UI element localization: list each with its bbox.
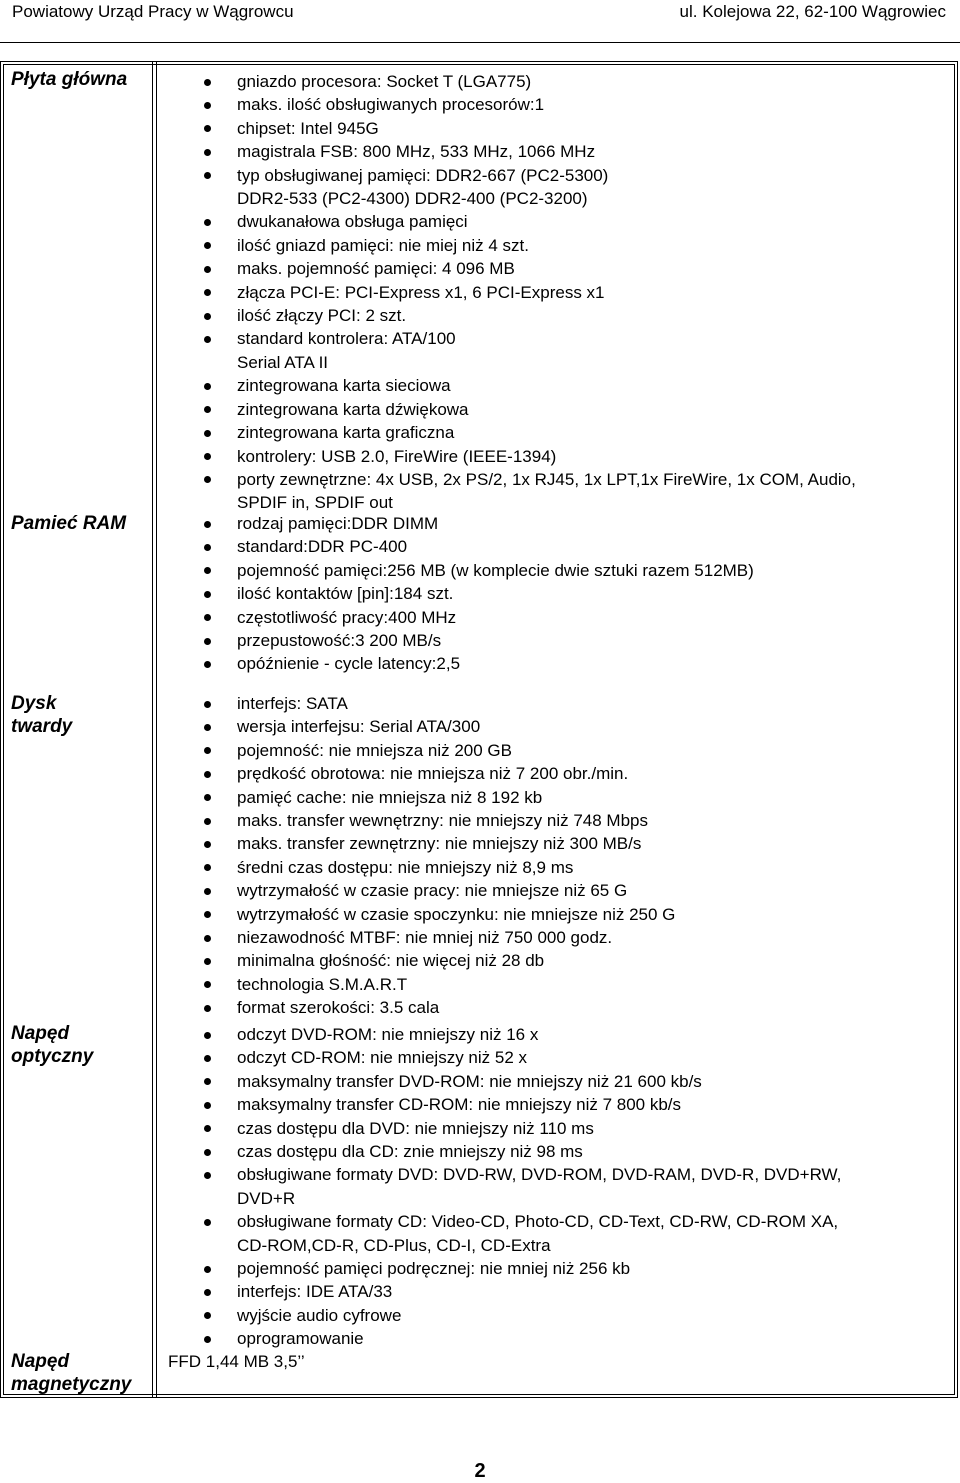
spec-item-text: złącza PCI-E: PCI-Express x1, 6 PCI-Express x1 <box>237 282 605 302</box>
ram-spec-list <box>172 512 942 676</box>
spec-item-text: przepustowość:3 200 MB/s <box>237 631 442 651</box>
spec-item-text: ilość złączy PCI: 2 szt. <box>237 306 407 326</box>
bullet-icon <box>204 661 211 668</box>
label-floppy <box>11 1350 151 1397</box>
spec-item <box>172 327 942 350</box>
spec-item-text: prędkość obrotowa: nie mniejsza niż 7 200 obr./min. <box>237 764 629 784</box>
spec-item <box>172 856 942 879</box>
spec-item <box>172 996 942 1019</box>
spec-item <box>172 398 942 421</box>
spec-item-text: odczyt DVD-ROM: nie mniejszy niż 16 x <box>237 1025 539 1044</box>
bullet-icon <box>204 1149 211 1156</box>
bullet-icon <box>204 1219 211 1226</box>
bullet-icon <box>204 1032 211 1039</box>
spec-item-text: typ obsługiwanej pamięci: DDR2-667 (PC2-5300) <box>237 165 609 185</box>
spec-item <box>172 468 942 491</box>
spec-item-text: maksymalny transfer CD-ROM: nie mniejszy niż 7 800 kb/s <box>237 1095 682 1115</box>
bullet-icon <box>204 911 211 918</box>
spec-item-text: standard:DDR PC-400 <box>237 537 408 557</box>
bullet-icon <box>204 383 211 390</box>
spec-item-text: maks. pojemność pamięci: 4 096 MB <box>237 259 515 279</box>
spec-item <box>172 281 942 304</box>
bullet-icon <box>204 125 211 132</box>
office-address: ul. Kolejowa 22, 62-100 Wągrowiec <box>679 2 946 21</box>
bullet-icon <box>204 476 211 483</box>
spec-item-text: magistrala FSB: 800 MHz, 533 MHz, 1066 MHz <box>237 142 596 162</box>
spec-item-text: obsługiwane formaty DVD: DVD-RW, DVD-ROM, DVD-RAM, DVD-R, DVD+RW, <box>237 1165 842 1185</box>
spec-item-text: format szerokości: 3.5 cala <box>237 998 440 1018</box>
spec-item-text: chipset: Intel 945G <box>237 118 379 138</box>
bullet-icon <box>204 172 211 179</box>
spec-item <box>172 762 942 785</box>
spec-item-text: interfejs: IDE ATA/33 <box>237 1282 393 1302</box>
label-ram: Pamieć RAM <box>11 513 127 534</box>
bullet-icon <box>204 888 211 895</box>
bullet-icon <box>204 1312 211 1319</box>
bullet-icon <box>204 242 211 249</box>
spec-item <box>172 692 942 715</box>
spec-item <box>172 140 942 163</box>
spec-item <box>172 1304 942 1327</box>
spec-item-text: wyjście audio cyfrowe <box>237 1305 402 1325</box>
spec-item <box>172 210 942 233</box>
spec-item <box>172 1093 942 1116</box>
bullet-icon <box>204 219 211 226</box>
spec-item-text: częstotliwość pracy:400 MHz <box>237 607 457 627</box>
bullet-icon <box>204 336 211 343</box>
label-motherboard: Płyta główna <box>11 69 128 90</box>
spec-item <box>172 421 942 444</box>
spec-item <box>172 903 942 926</box>
spec-item-text: wytrzymałość w czasie spoczynku: nie mniejsze niż 250 G <box>237 904 676 924</box>
bullet-icon <box>204 313 211 320</box>
spec-item-text: czas dostępu dla DVD: nie mniejszy niż 110 ms <box>237 1118 594 1138</box>
spec-item <box>172 93 942 116</box>
spec-item <box>172 809 942 832</box>
spec-item <box>172 512 942 535</box>
bullet-icon <box>204 406 211 413</box>
spec-item-text: oprogramowanie <box>237 1329 364 1349</box>
spec-item <box>172 1117 942 1140</box>
spec-item-text: wersja interfejsu: Serial ATA/300 <box>237 717 481 737</box>
spec-item-text: minimalna głośność: nie więcej niż 28 db <box>237 951 545 971</box>
bullet-icon <box>204 544 211 551</box>
spec-item-text: gniazdo procesora: Socket T (LGA775) <box>237 72 532 91</box>
bullet-icon <box>204 818 211 825</box>
spec-item-text: DDR2-533 (PC2-4300) DDR2-400 (PC2-3200) <box>237 189 588 209</box>
bullet-icon <box>204 1005 211 1012</box>
spec-item <box>172 164 942 187</box>
bullet-icon <box>204 1078 211 1085</box>
page-number: 2 <box>474 1460 486 1482</box>
bullet-icon <box>204 266 211 273</box>
bullet-icon <box>204 102 211 109</box>
bullet-icon <box>204 747 211 754</box>
spec-item-text: obsługiwane formaty CD: Video-CD, Photo-CD, CD-Text, CD-RW, CD-ROM XA, <box>237 1212 839 1232</box>
label-optical-line1: Napęd <box>11 1023 70 1044</box>
office-name: Powiatowy Urząd Pracy w Wągrowcu <box>12 2 294 21</box>
spec-item <box>172 117 942 140</box>
spec-item <box>172 629 942 652</box>
bullet-icon <box>204 521 211 528</box>
spec-item <box>172 973 942 996</box>
label-hdd-line1: Dysk <box>11 693 57 714</box>
bullet-icon <box>204 1055 211 1062</box>
spec-item-text: DVD+R <box>237 1188 296 1208</box>
label-hdd <box>11 692 151 739</box>
hdd-spec-list <box>172 692 942 1020</box>
bullet-icon <box>204 1102 211 1109</box>
spec-item <box>172 739 942 762</box>
spec-item-text: zintegrowana karta sieciowa <box>237 376 451 396</box>
bullet-icon <box>204 841 211 848</box>
spec-item <box>172 1023 942 1046</box>
spec-item <box>172 786 942 809</box>
spec-item-text: maksymalny transfer DVD-ROM: nie mniejszy niż 21 600 kb/s <box>237 1071 702 1091</box>
bullet-icon <box>204 1266 211 1273</box>
bullet-icon <box>204 453 211 460</box>
spec-item-text: kontrolery: USB 2.0, FireWire (IEEE-1394) <box>237 446 557 466</box>
spec-item <box>172 926 942 949</box>
bullet-icon <box>204 79 211 86</box>
spec-item-text: czas dostępu dla CD: znie mniejszy niż 98 ms <box>237 1142 583 1162</box>
bullet-icon <box>204 794 211 801</box>
bullet-icon <box>204 614 211 621</box>
spec-item <box>172 879 942 902</box>
spec-item <box>172 187 942 210</box>
bullet-icon <box>204 701 211 708</box>
bullet-icon <box>204 638 211 645</box>
spec-item-text: Serial ATA II <box>237 352 329 372</box>
bullet-icon <box>204 958 211 965</box>
spec-item-text: maks. transfer zewnętrzny: nie mniejszy niż 300 MB/s <box>237 834 642 854</box>
spec-item <box>172 949 942 972</box>
spec-item <box>172 257 942 280</box>
spec-item-text: technologia S.M.A.R.T <box>237 974 408 994</box>
spec-item <box>172 1234 942 1257</box>
spec-item <box>172 535 942 558</box>
bullet-icon <box>204 1289 211 1296</box>
spec-item-text: odczyt CD-ROM: nie mniejszy niż 52 x <box>237 1048 528 1068</box>
bullet-icon <box>204 771 211 778</box>
spec-item-text: maks. ilość obsługiwanych procesorów:1 <box>237 95 545 115</box>
spec-item-text: porty zewnętrzne: 4x USB, 2x PS/2, 1x RJ45, 1x LPT,1x FireWire, 1x COM, Audio, <box>237 469 856 489</box>
spec-item-text: rodzaj pamięci:DDR DIMM <box>237 514 439 533</box>
spec-item <box>172 351 942 374</box>
spec-item <box>172 1280 942 1303</box>
bullet-icon <box>204 935 211 942</box>
spec-item-text: pojemność pamięci:256 MB (w komplecie dwie sztuki razem 512MB) <box>237 560 754 580</box>
bullet-icon <box>204 567 211 574</box>
spec-item-text: ilość kontaktów [pin]:184 szt. <box>237 584 454 604</box>
spec-item <box>172 606 942 629</box>
spec-item <box>172 1257 942 1280</box>
bullet-icon <box>204 289 211 296</box>
bullet-icon <box>204 864 211 871</box>
spec-item <box>172 1187 942 1210</box>
column-divider-inner <box>156 61 157 1398</box>
bullet-icon <box>204 591 211 598</box>
label-floppy-line2: magnetyczny <box>11 1374 132 1396</box>
bullet-icon <box>204 430 211 437</box>
spec-item <box>172 1163 942 1186</box>
header-rule <box>0 42 960 43</box>
spec-item <box>172 445 942 468</box>
spec-item <box>172 582 942 605</box>
spec-item-text: standard kontrolera: ATA/100 <box>237 329 456 349</box>
spec-item <box>172 374 942 397</box>
spec-item-text: dwukanałowa obsługa pamięci <box>237 212 468 232</box>
spec-item <box>172 559 942 582</box>
bullet-icon <box>204 981 211 988</box>
spec-item-text: średni czas dostępu: nie mniejszy niż 8,9 ms <box>237 857 574 877</box>
page-header <box>0 0 960 44</box>
spec-item <box>172 832 942 855</box>
spec-item <box>172 1210 942 1233</box>
spec-item-text: pojemność pamięci podręcznej: nie mniej niż 256 kb <box>237 1259 631 1279</box>
spec-item <box>172 715 942 738</box>
bullet-icon <box>204 724 211 731</box>
spec-item <box>172 304 942 327</box>
floppy-value: FFD 1,44 MB 3,5’’ <box>168 1352 305 1371</box>
motherboard-spec-list <box>172 70 942 515</box>
spec-item <box>172 652 942 675</box>
spec-item <box>172 1070 942 1093</box>
label-floppy-line1: Napęd <box>11 1351 70 1372</box>
spec-item-text: pojemność: nie mniejsza niż 200 GB <box>237 740 512 760</box>
label-optical-line2: optyczny <box>11 1046 94 1068</box>
spec-item <box>172 1327 942 1350</box>
spec-item <box>172 1046 942 1069</box>
optical-spec-list <box>172 1023 942 1351</box>
bullet-icon <box>204 1336 211 1343</box>
bullet-icon <box>204 1172 211 1179</box>
spec-item-text: wytrzymałość w czasie pracy: nie mniejsze niż 65 G <box>237 881 628 901</box>
spec-item-text: niezawodność MTBF: nie mniej niż 750 000 godz. <box>237 928 613 948</box>
spec-item <box>172 70 942 93</box>
bullet-icon <box>204 149 211 156</box>
spec-item-text: CD-ROM,CD-R, CD-Plus, CD-I, CD-Extra <box>237 1235 551 1255</box>
spec-item-text: interfejs: SATA <box>237 694 348 713</box>
spec-item-text: pamięć cache: nie mniejsza niż 8 192 kb <box>237 787 543 807</box>
spec-item-text: opóźnienie - cycle latency:2,5 <box>237 654 461 674</box>
label-optical <box>11 1022 151 1069</box>
label-hdd-line2: twardy <box>11 716 73 738</box>
spec-item <box>172 1140 942 1163</box>
spec-item-text: zintegrowana karta dźwiękowa <box>237 399 469 419</box>
column-divider <box>152 61 153 1398</box>
spec-item <box>172 234 942 257</box>
spec-item-text: SPDIF in, SPDIF out <box>237 493 393 513</box>
spec-item-text: maks. transfer wewnętrzny: nie mniejszy niż 748 Mbps <box>237 811 648 831</box>
spec-item-text: ilość gniazd pamięci: nie miej niż 4 szt. <box>237 235 529 255</box>
bullet-icon <box>204 1125 211 1132</box>
spec-item-text: zintegrowana karta graficzna <box>237 423 455 443</box>
